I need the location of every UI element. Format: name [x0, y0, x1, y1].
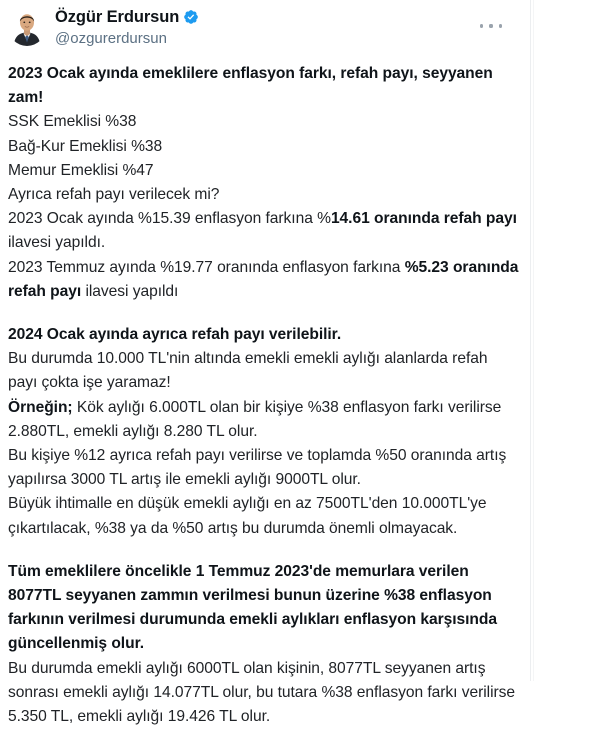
author-display-name[interactable]: Özgür Erdursun — [55, 8, 180, 26]
vertical-divider — [530, 0, 531, 681]
ellipsis-horizontal-icon[interactable] — [480, 18, 502, 34]
tweet-text-line: Büyük ihtimalle en düşük emekli aylığı en az 7500TL'den 10.000TL'ye çıkartılacak, %38 ya da %50 artış bu durumda önemli olmayacak. — [8, 495, 487, 537]
tweet-paragraph — [8, 560, 520, 657]
tweet-paragraph — [8, 62, 520, 207]
tweet-paragraph — [8, 323, 520, 541]
avatar[interactable] — [8, 8, 46, 46]
tweet-header — [8, 6, 520, 48]
tweet-text-line: 2023 Temmuz ayında %19.77 oranında enflasyon farkına %5.23 oranında refah payı ilavesi yapıldı — [8, 258, 519, 300]
avatar-portrait-icon — [8, 8, 46, 46]
tweet-text-line: Bu durumda emekli aylığı 6000TL olan kişinin, 8077TL seyyanen artış sonrası emekli aylığı 14.077TL olur, bu tutara %38 enflasyon farkı verilirse 5.350 TL, emekli aylığı 19.426 TL olur. — [8, 659, 516, 726]
paragraph-spacer — [8, 541, 520, 560]
tweet-text-line: Bu durumda 10.000 TL'nin altında emekli emekli aylığı alanlarda refah payı çokta işe yaramaz! — [8, 350, 488, 392]
tweet-text-line: SSK Emeklisi %38 — [8, 113, 137, 131]
tweet-text-body — [8, 62, 520, 729]
tweet-paragraph — [8, 207, 520, 304]
tweet-text-line: Memur Emeklisi %47 — [8, 161, 154, 179]
verified-badge-icon — [183, 9, 199, 25]
tweet-text-line: 2023 Ocak ayında %15.39 enflasyon farkına %14.61 oranında refah payı ilavesi yapıldı. — [8, 210, 517, 252]
ellipsis-dot — [489, 24, 492, 27]
tweet-text-line: Bu kişiye %12 ayrıca refah payı verilirse ve toplamda %50 oranında artış yapılırsa 3000 TL artış ile emekli aylığı 9000TL olur. — [8, 447, 507, 489]
author-identity — [55, 6, 199, 48]
ellipsis-dot — [499, 24, 502, 27]
tweet-text-line: Örneğin; Kök aylığı 6.000TL olan bir kişiye %38 enflasyon farkı verilirse 2.880TL, emekli aylığı 8.280 TL olur. — [8, 398, 502, 440]
ellipsis-dot — [480, 24, 483, 27]
author-name-row — [55, 6, 199, 28]
tweet-text-line: Bağ-Kur Emeklisi %38 — [8, 137, 163, 155]
author-handle[interactable]: @ozgurerdursun — [55, 30, 167, 47]
tweet-text-line: 2023 Ocak ayında emeklilere enflasyon farkı, refah payı, seyyanen zam! — [8, 65, 493, 107]
tweet-paragraph — [8, 657, 520, 729]
tweet-text-line: 2024 Ocak ayında ayrıca refah payı verilebilir. — [8, 326, 342, 344]
tweet-text-line: Tüm emeklilere öncelikle 1 Temmuz 2023'de memurlara verilen 8077TL seyyanen zammın verilmesi bunun üzerine %38 enflasyon farkının verilmesi durumunda emekli aylıkları enflasyon karşısında güncellenmiş olur. — [8, 562, 497, 653]
paragraph-spacer — [8, 304, 520, 323]
vertical-divider-secondary — [533, 0, 534, 681]
tweet-text-line: Ayrıca refah payı verilecek mi? — [8, 186, 220, 204]
